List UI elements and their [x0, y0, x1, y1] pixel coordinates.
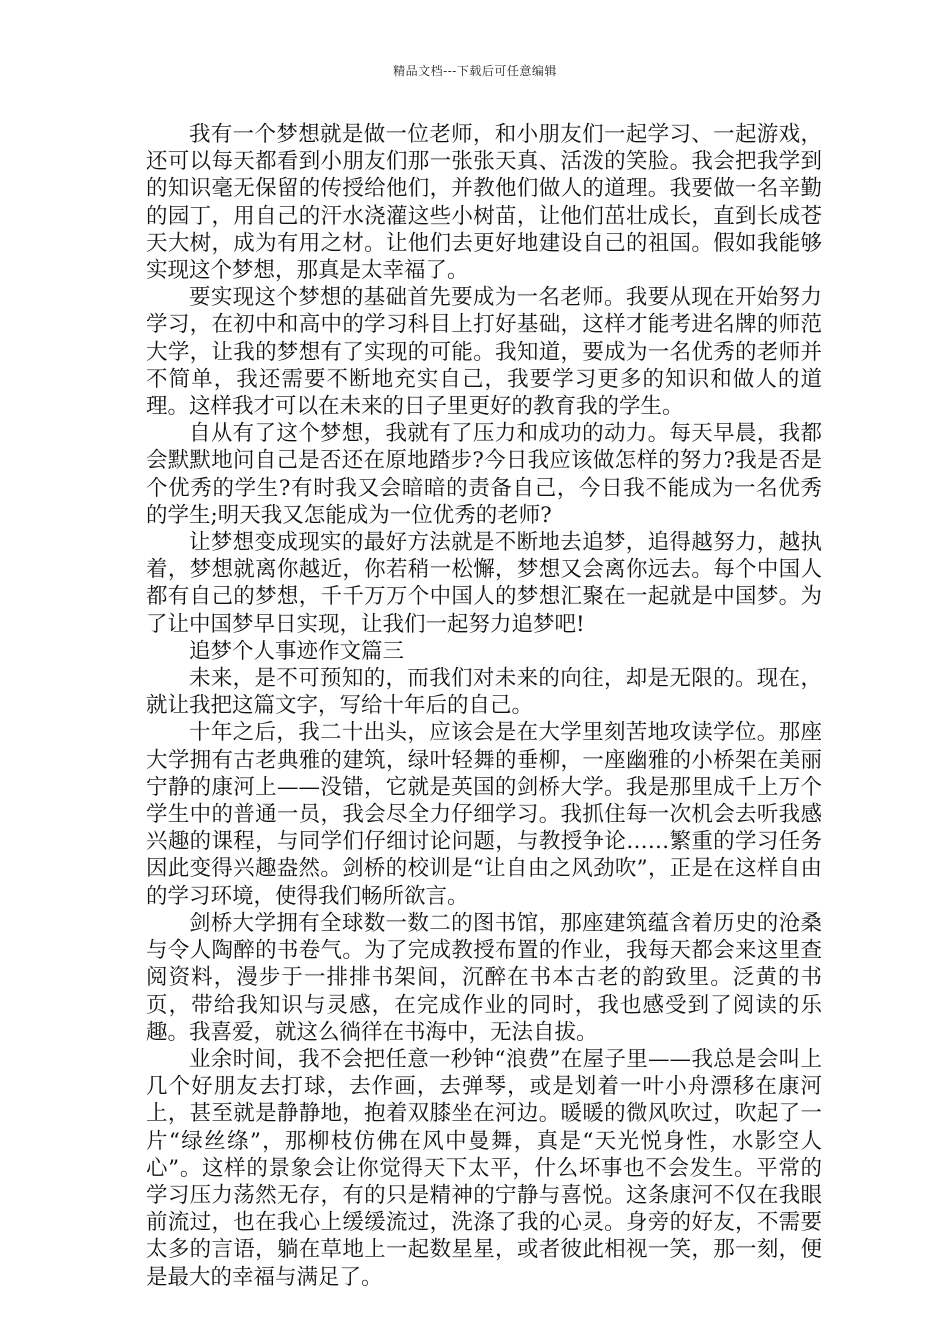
- paragraph-3: 自从有了这个梦想，我就有了压力和成功的动力。每天早晨，我都会默默地问自己是否还在原地踏步?今日我应该做怎样的努力?我是否是个优秀的学生?有时我又会暗暗的责备自己，今日我不能成为一名优秀的学生;明天我又怎能成为一位优秀的老师?: [146, 421, 822, 528]
- paragraph-7: 剑桥大学拥有全球数一数二的图书馆，那座建筑蕴含着历史的沧桑与令人陶醉的书卷气。为了完成教授布置的作业，我每天都会来这里查阅资料，漫步于一排排书架间，沉醉在书本古老的韵致里。泛黄的书页，带给我知识与灵感，在完成作业的同时，我也感受到了阅读的乐趣。我喜爱，就这么徜徉在书海中，无法自拔。: [146, 910, 822, 1045]
- paragraph-2: 要实现这个梦想的基础首先要成为一名老师。我要从现在开始努力学习，在初中和高中的学习科目上打好基础，这样才能考进名牌的师范大学，让我的梦想有了实现的可能。我知道，要成为一名优秀的老师并不简单，我还需要不断地充实自己，我要学习更多的知识和做人的道理。这样我才可以在未来的日子里更好的教育我的学生。: [146, 285, 822, 420]
- document-body: [146, 121, 822, 1291]
- paragraph-8: 业余时间，我不会把任意一秒钟“浪费”在屋子里——我总是会叫上几个好朋友去打球，去作画，去弹琴，或是划着一叶小舟漂移在康河上，甚至就是静静地，抱着双膝坐在河边。暖暖的微风吹过，吹起了一片“绿丝绦”，那柳枝仿佛在风中曼舞，真是“天光悦身性，水影空人心”。这样的景象会让你觉得天下太平，什么坏事也不会发生。平常的学习压力荡然无存，有的只是精神的宁静与喜悦。这条康河不仅在我眼前流过，也在我心上缓缓流过，洗涤了我的心灵。身旁的好友，不需要太多的言语，躺在草地上一起数星星，或者彼此相视一笑，那一刻，便是最大的幸福与满足了。: [146, 1046, 822, 1290]
- paragraph-1: 我有一个梦想就是做一位老师，和小朋友们一起学习、一起游戏，还可以每天都看到小朋友们那一张张天真、活泼的笑脸。我会把我学到的知识毫无保留的传授给他们，并教他们做人的道理。我要做一名辛勤的园丁，用自己的汗水浇灌这些小树苗，让他们茁壮成长，直到长成苍天大树，成为有用之材。让他们去更好地建设自己的祖国。假如我能够实现这个梦想，那真是太幸福了。: [146, 122, 822, 284]
- paragraph-5: 未来，是不可预知的，而我们对未来的向往，却是无限的。现在，就让我把这篇文字，写给十年后的自己。: [146, 666, 822, 719]
- paragraph-6: 十年之后，我二十出头，应该会是在大学里刻苦地攻读学位。那座大学拥有古老典雅的建筑，绿叶轻舞的垂柳，一座幽雅的小桥架在美丽宁静的康河上——没错，它就是英国的剑桥大学。我是那里成千上万个学生中的普通一员，我会尽全力仔细学习。我抓住每一次机会去听我感兴趣的课程，与同学们仔细讨论问题，与教授争论……繁重的学习任务因此变得兴趣盎然。剑桥的校训是“让自由之风劲吹”，正是在这样自由的学习环境，使得我们畅所欲言。: [146, 720, 822, 909]
- page-header: 精品文档---下载后可任意编辑: [393, 64, 557, 78]
- section-title: 追梦个人事迹作文篇三: [189, 638, 405, 664]
- paragraph-4: 让梦想变成现实的最好方法就是不断地去追梦，追得越努力，越执着，梦想就离你越近，你若稍一松懈，梦想又会离你远去。每个中国人都有自己的梦想，千千万万个中国人的梦想汇聚在一起就是中国梦。为了让中国梦早日实现，让我们一起努力追梦吧!: [146, 530, 822, 637]
